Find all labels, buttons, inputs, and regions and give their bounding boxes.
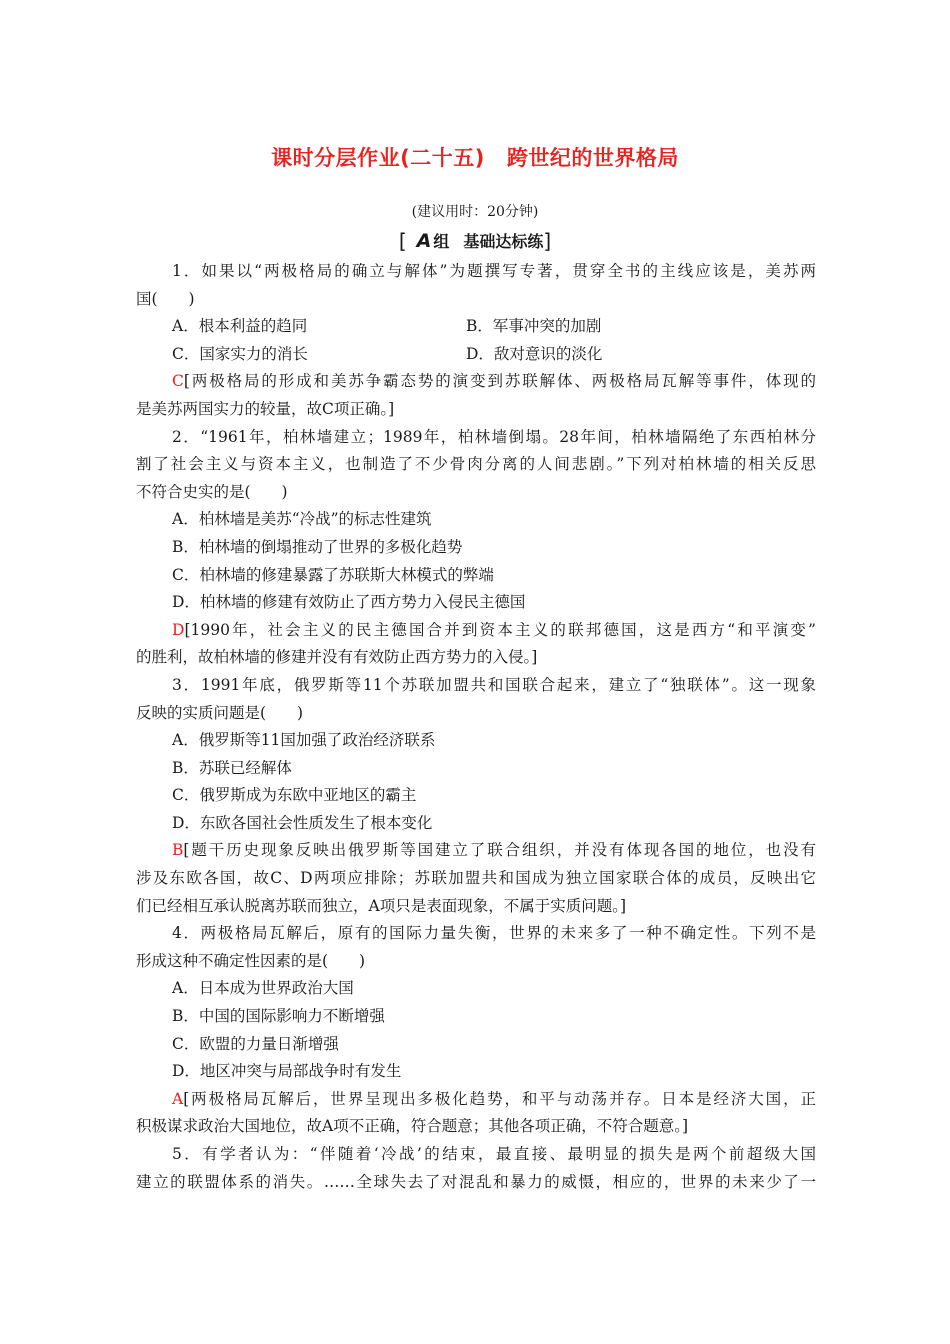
title-main: 课时分层作业(二十五) (271, 146, 485, 170)
group-heading (0, 229, 950, 253)
q3-explanation-line1 (136, 837, 816, 865)
q1-option-d: D．敌对意识的淡化 (466, 344, 603, 363)
group-bracket-open: [ (398, 229, 407, 253)
q2-stem-line2: 割了社会主义与资本主义，也制造了不少骨肉分离的人间悲剧。”下列对柏林墙的相关反思 (136, 455, 816, 474)
group-letter: A (416, 230, 432, 252)
q2-option-d: D．柏林墙的修建有效防止了西方势力入侵民主德国 (172, 593, 526, 612)
q1-options-row1 (136, 313, 816, 341)
q1-explanation-line1 (136, 368, 816, 396)
q2-explanation-text1: [1990年，社会主义的民主德国合并到资本主义的联邦德国，这是西方“和平演变” (184, 620, 816, 639)
q3-option-a: A．俄罗斯等11国加强了政治经济联系 (172, 731, 436, 750)
q4-explanation-line1 (136, 1086, 816, 1114)
q3-answer-letter: B (172, 841, 184, 860)
q3-explanation-text1: [题干历史现象反映出俄罗斯等国建立了联合组织，并没有体现各国的地位，也没有 (183, 841, 816, 860)
q4-stem-line2: 形成这种不确定性因素的是( ) (136, 951, 366, 970)
q4-stem-line1: 4．两极格局瓦解后，原有的国际力量失衡，世界的未来多了一种不确定性。下列不是 (172, 924, 816, 943)
q2-stem-line3: 不符合史实的是( ) (136, 482, 288, 501)
suggested-time: (建议用时：20分钟) (411, 204, 539, 220)
q1-option-c: C．国家实力的消长 (172, 344, 308, 363)
q1-stem-line1: 1．如果以“两极格局的确立与解体”为题撰写专著，贯穿全书的主线应该是，美苏两 (172, 262, 816, 280)
q4-answer-letter: A (172, 1089, 184, 1108)
q1-explanation-line2: 是美苏两国实力的较量，故C项正确。] (136, 399, 395, 418)
q3-option-c: C．俄罗斯成为东欧中亚地区的霸主 (172, 786, 417, 805)
q2-option-a: A．柏林墙是美苏“冷战”的标志性建筑 (172, 510, 432, 529)
group-name: 基础达标练 (463, 232, 544, 251)
q2-option-c: C．柏林墙的修建暴露了苏联斯大林模式的弊端 (172, 565, 494, 584)
q4-option-a: A．日本成为世界政治大国 (172, 979, 354, 998)
q4-option-c: C．欧盟的力量日渐增强 (172, 1034, 339, 1053)
group-bracket-close: ] (543, 229, 552, 253)
q2-explanation-line1 (136, 617, 816, 645)
page-title (0, 142, 950, 172)
q3-stem-line1: 3．1991年底，俄罗斯等11个苏联加盟共和国联合起来，建立了“独联体”。这一现象 (172, 675, 816, 694)
q1-option-a: A．根本利益的趋同 (172, 317, 308, 336)
q2-answer-letter: D (172, 620, 185, 639)
q1-options-row2 (136, 341, 816, 369)
q2-explanation-line2: 的胜利，故柏林墙的修建并没有有效防止西方势力的入侵。] (136, 648, 538, 667)
q4-option-b: B．中国的国际影响力不断增强 (172, 1007, 385, 1026)
q4-explanation-text1: [两极格局瓦解后，世界呈现出多极化趋势，和平与动荡并存。日本是经济大国，正 (183, 1089, 816, 1108)
q1-option-b: B．军事冲突的加剧 (466, 317, 602, 336)
q4-explanation-line2: 积极谋求政治大国地位，故A项不正确，符合题意；其他各项正确，不符合题意。] (136, 1117, 688, 1136)
q1-explanation-text1: [两极格局的形成和美苏争霸态势的演变到苏联解体、两极格局瓦解等事件，体现的 (183, 372, 816, 391)
q2-stem-line1: 2．“1961年，柏林墙建立；1989年，柏林墙倒塌。28年间，柏林墙隔绝了东西柏林分 (172, 427, 816, 446)
q3-explanation-line3: 们已经相互承认脱离苏联而独立，A项只是表面现象，不属于实质问题。] (136, 896, 626, 915)
q1-answer-letter: C (172, 372, 184, 391)
q3-stem-line2: 反映的实质问题是( ) (136, 703, 304, 722)
q1-stem-line2: 国( ) (136, 289, 195, 308)
question-list (136, 258, 816, 1196)
q3-option-b: B．苏联已经解体 (172, 758, 292, 777)
q3-option-d: D．东欧各国社会性质发生了根本变化 (172, 813, 433, 832)
title-sub: 跨世纪的世界格局 (506, 146, 679, 170)
q3-explanation-line2: 涉及东欧各国，故C、D两项应排除；苏联加盟共和国成为独立国家联合体的成员，反映出它 (136, 869, 816, 888)
q4-option-d: D．地区冲突与局部战争时有发生 (172, 1062, 402, 1081)
q5-stem-line1: 5．有学者认为：“伴随着‘冷战’的结束，最直接、最明显的损失是两个前超级大国 (172, 1145, 816, 1163)
q5-stem-line2: 建立的联盟体系的消失。……全球失去了对混乱和暴力的威慑，相应的，世界的未来少了一 (136, 1172, 816, 1191)
q2-option-b: B．柏林墙的倒塌推动了世界的多极化趋势 (172, 537, 463, 556)
group-zu: 组 (433, 232, 450, 251)
